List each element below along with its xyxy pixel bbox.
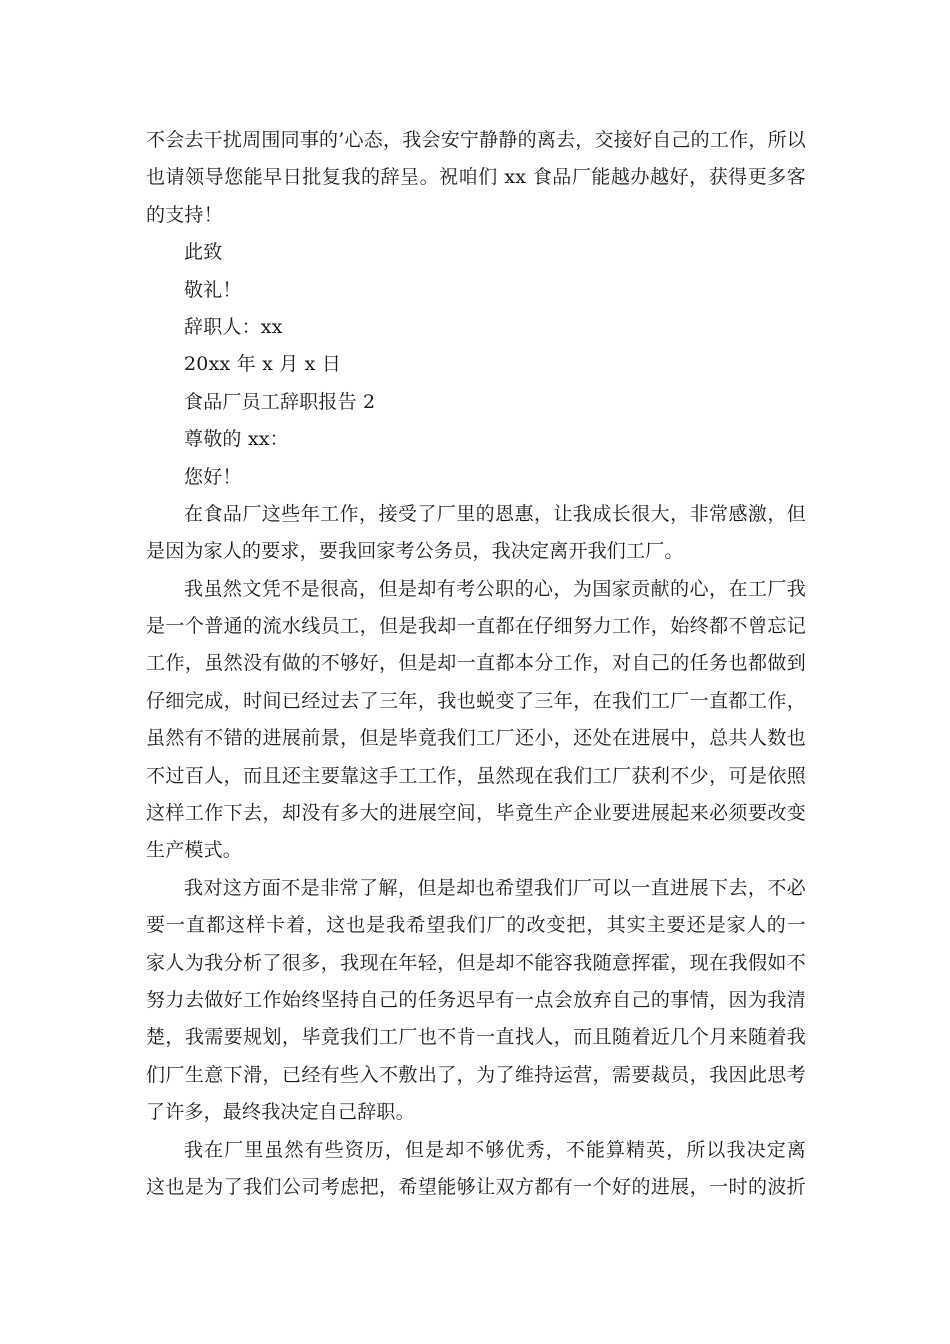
text-line: 们厂生意下滑，已经有些入不敷出了，为了维持运营，需要裁员，我因此思考 xyxy=(146,1063,806,1086)
text-line: 尊敬的 xx： xyxy=(184,428,289,451)
text-line: 敬礼！ xyxy=(184,278,242,301)
text-line: 您好！ xyxy=(184,465,242,488)
document-body xyxy=(146,122,806,1206)
text-line: 工作，虽然没有做的不够好，但是却一直都本分工作，对自己的任务也都做到 xyxy=(146,652,806,675)
text-line: 我在厂里虽然有些资历，但是却不够优秀，不能算精英，所以我决定离 xyxy=(184,1138,806,1161)
text-line: 食品厂员工辞职报告 2 xyxy=(184,390,376,413)
text-line: 楚，我需要规划，毕竟我们工厂也不肯一直找人，而且随着近几个月来随着我 xyxy=(146,1026,806,1049)
text-line: 20xx 年 x 月 x 日 xyxy=(184,353,342,376)
text-line: 这样工作下去，却没有多大的进展空间，毕竟生产企业要进展起来必须要改变 xyxy=(146,802,806,825)
text-line: 不过百人，而且还主要靠这手工工作，虽然现在我们工厂获利不少，可是依照 xyxy=(146,764,806,787)
text-line: 我虽然文凭不是很高，但是却有考公职的心，为国家贡献的心，在工厂我 xyxy=(184,577,806,600)
text-line: 要一直都这样卡着，这也是我希望我们厂的改变把，其实主要还是家人的一 xyxy=(146,914,806,937)
text-line: 这也是为了我们公司考虑把，希望能够让双方都有一个好的进展，一时的波折 xyxy=(146,1175,806,1198)
text-line: 努力去做好工作始终坚持自己的任务迟早有一点会放弃自己的事情，因为我清 xyxy=(146,988,806,1011)
text-line: 的支持！ xyxy=(146,203,223,226)
text-line: 生产模式。 xyxy=(146,839,243,862)
text-line: 是一个普通的流水线员工，但是我却一直都在仔细努力工作，始终都不曾忘记 xyxy=(146,615,806,638)
text-line: 此致 xyxy=(184,241,223,264)
text-line: 在食品厂这些年工作，接受了厂里的恩惠，让我成长很大，非常感激，但 xyxy=(184,502,806,525)
text-line: 辞职人：xx xyxy=(184,315,283,338)
text-line: 我对这方面不是非常了解，但是却也希望我们厂可以一直进展下去，不必 xyxy=(184,876,806,899)
text-line: 了许多，最终我决定自己辞职。 xyxy=(146,1101,415,1124)
text-line: 不会去干扰周围同事的’心态，我会安宁静静的离去，交接好自己的工作，所以 xyxy=(146,129,806,151)
text-line: 是因为家人的要求，要我回家考公务员，我决定离开我们工厂。 xyxy=(146,540,684,563)
text-line: 虽然有不错的进展前景，但是毕竟我们工厂还小，还处在进展中，总共人数也 xyxy=(146,727,806,750)
text-line: 仔细完成，时间已经过去了三年，我也蜕变了三年，在我们工厂一直都工作， xyxy=(146,689,806,712)
text-line: 也请领导您能早日批复我的辞呈。祝咱们 xx 食品厂能越办越好，获得更多客 xyxy=(146,166,806,189)
text-line: 家人为我分析了很多，我现在年轻，但是却不能容我随意挥霍，现在我假如不 xyxy=(146,951,806,974)
